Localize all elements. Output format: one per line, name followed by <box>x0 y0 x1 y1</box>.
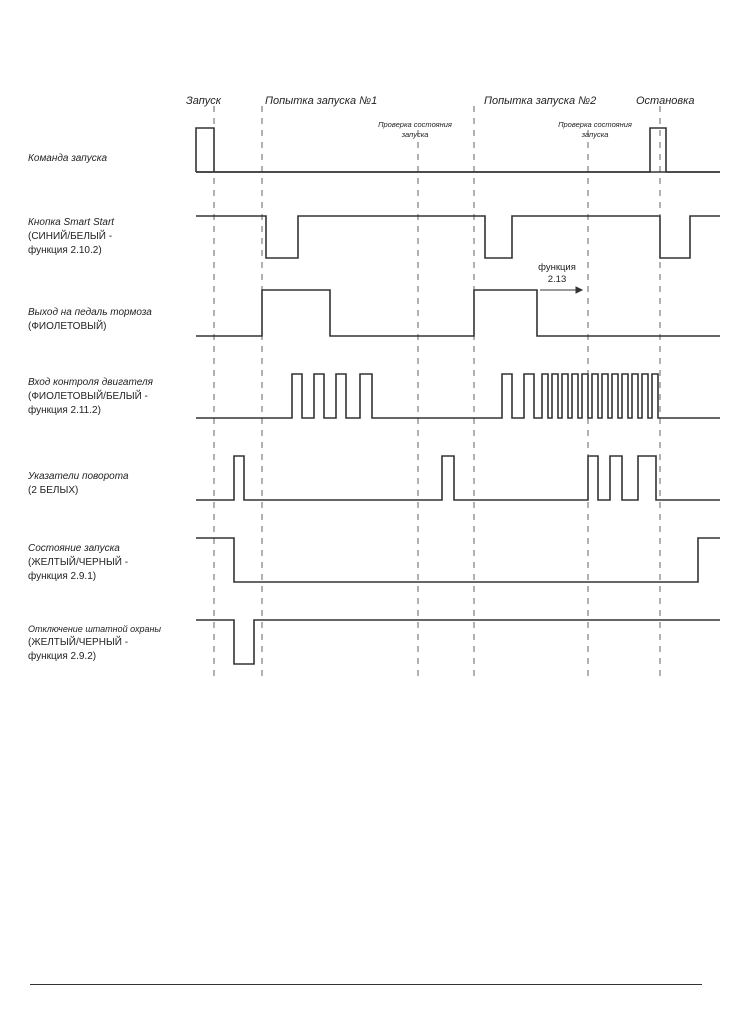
check1-line2: запуска <box>401 130 429 139</box>
signal-label-start-command <box>28 152 107 166</box>
phase-label-attempt1: Попытка запуска №1 <box>265 95 378 107</box>
phase-markers <box>214 106 660 680</box>
signal-label-brake-output <box>28 306 152 334</box>
engine-input-line3: функция 2.11.2) <box>28 405 101 416</box>
start-command-line1: Команда запуска <box>28 153 108 164</box>
smart-start-line1: Кнопка Smart Start <box>28 217 115 228</box>
signal-label-turn-signals <box>28 470 129 498</box>
check2-line1: Проверка состояния <box>558 120 632 129</box>
engine-input-line2: (ФИОЛЕТОВЫЙ/БЕЛЫЙ - <box>28 391 148 402</box>
waveform-engine-input <box>196 374 720 418</box>
phase-label-stop: Остановка <box>636 95 695 107</box>
phase-label-zapusk: Запуск <box>186 95 221 107</box>
signal-label-alarm-disable <box>28 622 161 664</box>
engine-input-line1: Вход контроля двигателя <box>28 377 153 388</box>
check2-line2: запуска <box>581 130 609 139</box>
turn-signals-line1: Указатели поворота <box>28 471 129 482</box>
waveform-alarm-disable <box>196 620 720 664</box>
smart-start-line2: (СИНИЙ/БЕЛЫЙ - <box>28 231 113 242</box>
check1-line1: Проверка состояния <box>378 120 452 129</box>
check-annotation-1 <box>365 120 465 140</box>
start-status-line1: Состояние запуска <box>28 543 120 554</box>
function-annotation <box>532 262 582 286</box>
function-arrow <box>540 287 582 293</box>
turn-signals-line2: (2 БЕЛЫХ) <box>28 485 79 496</box>
brake-output-line2: (ФИОЛЕТОВЫЙ) <box>28 321 107 332</box>
alarm-disable-line3: функция 2.9.2) <box>28 651 97 662</box>
check-annotation-2 <box>545 120 645 140</box>
signal-label-start-status <box>28 542 128 584</box>
alarm-disable-line1: Отключение штатной охраны <box>28 624 162 634</box>
signal-label-engine-input <box>28 376 153 418</box>
waveform-turn-signals <box>196 456 720 500</box>
footer-rule <box>30 984 702 985</box>
waveform-brake-output <box>196 290 720 336</box>
function-line1: функция <box>538 262 576 273</box>
alarm-disable-line2: (ЖЕЛТЫЙ/ЧЕРНЫЙ - <box>28 637 129 648</box>
waveform-smart-start <box>196 216 720 258</box>
start-status-line3: функция 2.9.1) <box>28 571 97 582</box>
start-status-line2: (ЖЕЛТЫЙ/ЧЕРНЫЙ - <box>28 557 129 568</box>
function-line2: 2.13 <box>547 274 567 285</box>
brake-output-line1: Выход на педаль тормоза <box>28 307 152 318</box>
signal-label-smart-start <box>28 216 114 258</box>
waveform-start-status <box>196 538 720 582</box>
smart-start-line3: функция 2.10.2) <box>28 245 102 256</box>
phase-label-attempt2: Попытка запуска №2 <box>484 95 597 107</box>
